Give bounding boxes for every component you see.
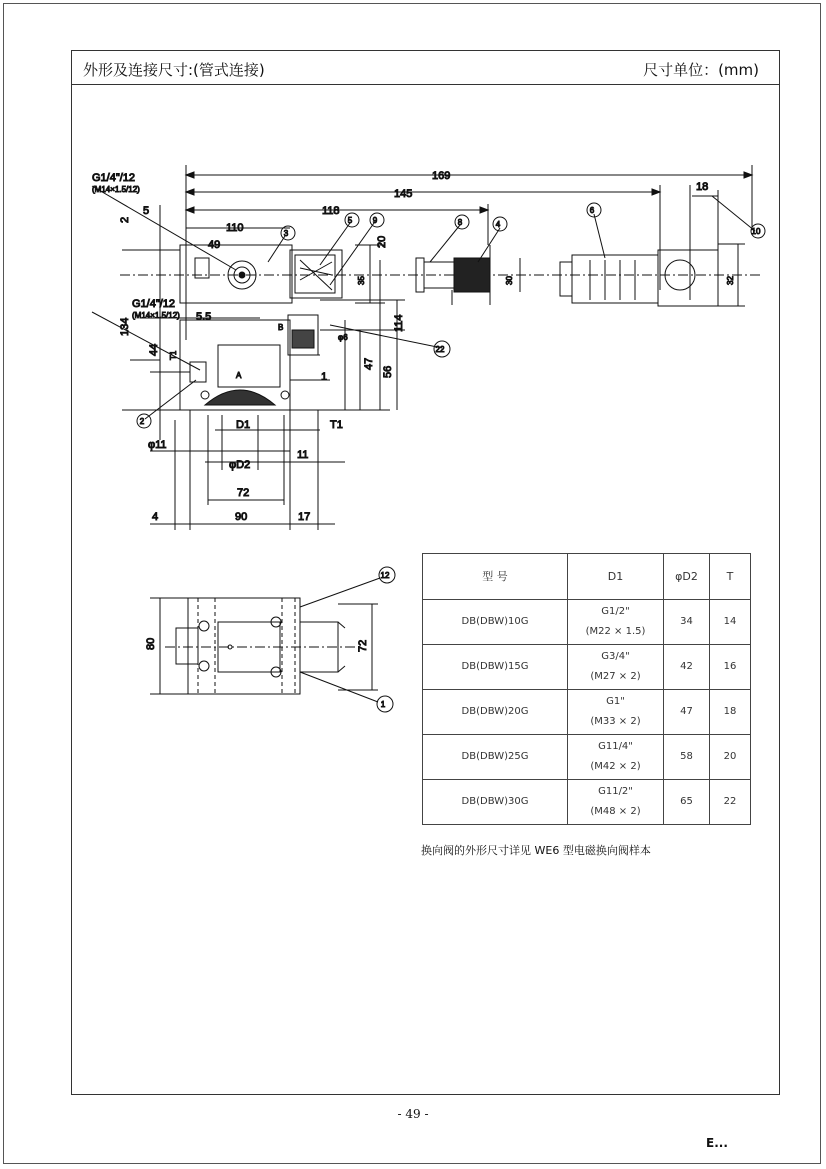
dim-90: 90 — [235, 511, 248, 523]
cell-d1-metric: (M33 × 2) — [590, 716, 641, 727]
balloon-3: 3 — [283, 229, 289, 238]
t1-label: T1 — [330, 419, 343, 431]
balloon-8: 8 — [457, 218, 463, 227]
dim-118: 118 — [322, 205, 340, 217]
d11-label: φ11 — [148, 439, 167, 451]
cell-d2: 42 — [664, 645, 710, 690]
cell-d1-metric: (M48 × 2) — [590, 806, 641, 817]
balloon-9: 9 — [372, 216, 378, 225]
dim-1: 1 — [321, 371, 328, 383]
cell-d1 — [568, 600, 664, 645]
cell-d1-thread: G3/4" — [601, 651, 630, 662]
cell-t: 14 — [710, 600, 751, 645]
cell-t: 16 — [710, 645, 751, 690]
dim-2: 2 — [119, 216, 131, 223]
cell-d1 — [568, 645, 664, 690]
dim-72: 72 — [237, 487, 250, 499]
header-d2: φD2 — [664, 554, 710, 600]
dim-4: 4 — [152, 511, 159, 523]
balloon-5: 5 — [347, 216, 353, 225]
bottom-view — [150, 578, 380, 702]
dim-18: 18 — [696, 181, 709, 193]
corner-mark: E... — [706, 1136, 728, 1150]
cell-d1-metric: (M27 × 2) — [590, 671, 641, 682]
port-label-top-metric: (M14×1.5/12) — [92, 185, 140, 194]
dim-169: 169 — [432, 170, 451, 182]
header-d1: D1 — [568, 554, 664, 600]
d6-label: φ6 — [338, 333, 348, 342]
cell-d1-thread: G1" — [606, 696, 625, 707]
cell-model: DB(DBW)30G — [423, 780, 568, 825]
cell-model: DB(DBW)20G — [423, 690, 568, 735]
balloon-10: 10 — [751, 227, 761, 236]
header-model: 型 号 — [423, 554, 568, 600]
unit-label: 尺寸单位：(mm) — [643, 61, 759, 79]
dim-30: 30 — [505, 276, 514, 285]
dim-44: 44 — [148, 343, 160, 356]
dim-72-bottom: 72 — [357, 639, 369, 652]
spec-table — [422, 553, 751, 825]
balloon-1: 1 — [380, 700, 386, 709]
cell-t: 20 — [710, 735, 751, 780]
dim-5: 5 — [143, 205, 150, 217]
cell-d1 — [568, 735, 664, 780]
dim-32: 32 — [726, 276, 735, 285]
cell-d1 — [568, 690, 664, 735]
dim-145: 145 — [394, 188, 413, 200]
cell-model: DB(DBW)15G — [423, 645, 568, 690]
port-b-label: B — [278, 323, 284, 332]
table-row — [423, 690, 751, 735]
cell-d1-metric: (M22 × 1.5) — [585, 626, 646, 637]
cell-d1-thread: G1/2" — [601, 606, 630, 617]
table-row — [423, 645, 751, 690]
cell-d2: 58 — [664, 735, 710, 780]
cell-d1 — [568, 780, 664, 825]
cell-t: 22 — [710, 780, 751, 825]
dim-5-5: 5.5 — [196, 311, 212, 323]
cell-d1-thread: G11/4" — [598, 741, 633, 752]
port-label-top: G1/4"/12 — [92, 172, 136, 184]
balloon-4: 4 — [495, 220, 501, 229]
cell-model: DB(DBW)10G — [423, 600, 568, 645]
section-title: 外形及连接尺寸:(管式连接) — [83, 61, 265, 79]
port-label-mid: G1/4"/12 — [132, 298, 176, 310]
dim-56: 56 — [382, 365, 394, 378]
main-view — [92, 165, 760, 530]
dim-114: 114 — [393, 314, 405, 332]
balloon-12: 12 — [380, 571, 390, 580]
balloon-2: 2 — [139, 417, 145, 426]
dim-134: 134 — [119, 317, 131, 336]
note-text: 换向阀的外形尺寸详见 WE6 型电磁换向阀样本 — [421, 844, 651, 857]
cell-t: 18 — [710, 690, 751, 735]
cell-d1-metric: (M42 × 2) — [590, 761, 641, 772]
dim-17: 17 — [298, 511, 311, 523]
cell-d2: 65 — [664, 780, 710, 825]
table-row — [423, 735, 751, 780]
page-number: - 49 - — [397, 1107, 429, 1121]
table-header-row — [423, 554, 751, 600]
cell-d2: 34 — [664, 600, 710, 645]
d1-label: D1 — [236, 419, 251, 431]
t1-left-label: T1 — [169, 350, 178, 360]
table-row — [423, 780, 751, 825]
dim-35: 35 — [357, 276, 366, 285]
port-a-label: A — [236, 371, 242, 380]
balloon-22: 22 — [435, 345, 445, 354]
cell-model: DB(DBW)25G — [423, 735, 568, 780]
table-row — [423, 600, 751, 645]
d2-label: φD2 — [229, 459, 251, 471]
dim-49: 49 — [208, 239, 221, 251]
cell-d2: 47 — [664, 690, 710, 735]
balloon-6: 6 — [589, 206, 595, 215]
dim-110: 110 — [226, 222, 244, 234]
header-t: T — [710, 554, 751, 600]
dim-80: 80 — [145, 637, 157, 650]
cell-d1-thread: G11/2" — [598, 786, 633, 797]
dim-11: 11 — [297, 449, 309, 461]
dim-47: 47 — [363, 357, 375, 370]
dim-20: 20 — [376, 235, 388, 248]
port-label-mid-metric: (M14×1.5/12) — [132, 311, 180, 320]
